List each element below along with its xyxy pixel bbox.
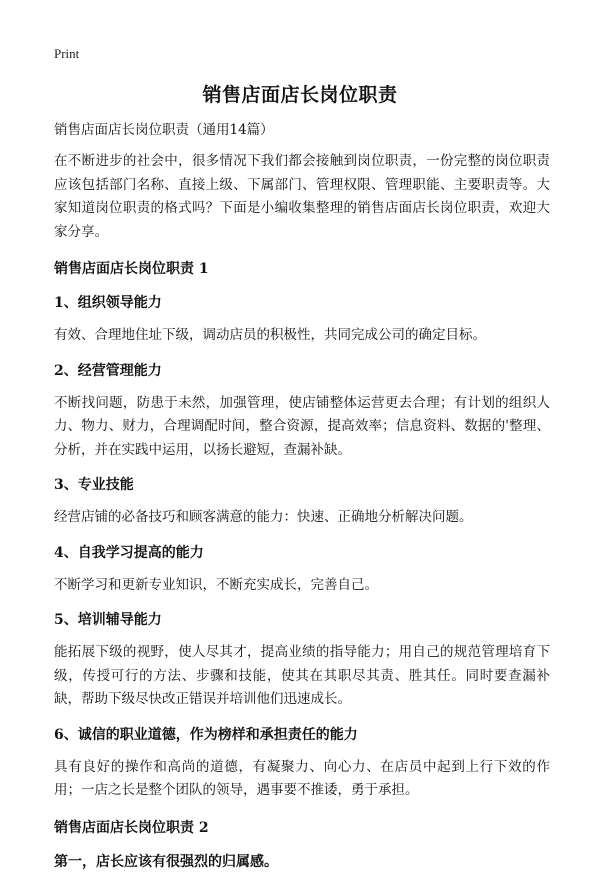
- item-text-4: 不断学习和更新专业知识，不断充实成长，完善自己。: [54, 576, 378, 593]
- document-body: [54, 120, 550, 883]
- print-link[interactable]: Print: [54, 46, 80, 61]
- document-subtitle: 销售店面店长岗位职责（通用14篇）: [54, 122, 274, 138]
- item-text-5: 能拓展下级的视野，使人尽其才，提高业绩的指导能力；用自己的规范管理培育下级，传授可行的方法、步骤和技能，使其在其职尽其责、胜其任。同时要查漏补缺，帮助下级尽快改正错误并培训他们迅速成长。: [54, 644, 550, 707]
- item-heading-4: 4、自我学习提高的能力: [54, 544, 204, 561]
- section2-first-point: 第一，店长应该有很强烈的归属感。: [54, 853, 278, 870]
- item-heading-6: 6、诚信的职业道德，作为榜样和承担责任的能力: [54, 726, 358, 743]
- item-heading-2: 2、经营管理能力: [54, 362, 162, 379]
- item-heading-5: 5、培训辅导能力: [54, 612, 162, 628]
- item-heading-1: 1、组织领导能力: [54, 295, 162, 311]
- item-text-6: 具有良好的操作和高尚的道德，有凝聚力、向心力、在店员中起到上行下效的作用；一店之长是整个团队的领导，遇事要不推诿，勇于承担。: [54, 758, 550, 798]
- item-text-1: 有效、合理地住址下级，调动店员的积极性，共同完成公司的确定目标。: [54, 327, 486, 343]
- item-text-2: 不断找问题，防患于未然，加强管理，使店铺整体运营更去合理；有计划的组织人力、物力、财力，合理调配时间，整合资源，提高效率；信息资料、数据的'整理、分析，并在实践中运用，以扬长避短，查漏补缺。: [54, 394, 550, 458]
- page-title: 销售店面店长岗位职责: [202, 84, 398, 106]
- section-heading-2: 销售店面店长岗位职责 2: [54, 819, 209, 836]
- item-heading-3: 3、专业技能: [54, 477, 134, 493]
- item-text-3: 经营店铺的必备技巧和顾客满意的能力：快速、正确地分析解决问题。: [54, 509, 473, 525]
- section-heading-1: 销售店面店长岗位职责 1: [54, 261, 209, 277]
- intro-paragraph: 在不断进步的社会中，很多情况下我们都会接触到岗位职责，一份完整的岗位职责应该包括部门名称、直接上级、下属部门、管理权限、管理职能、主要职责等。大家知道岗位职责的格式吗？下面是小编收集整理的销售店面店长岗位职责，欢迎大家分享。: [54, 153, 550, 240]
